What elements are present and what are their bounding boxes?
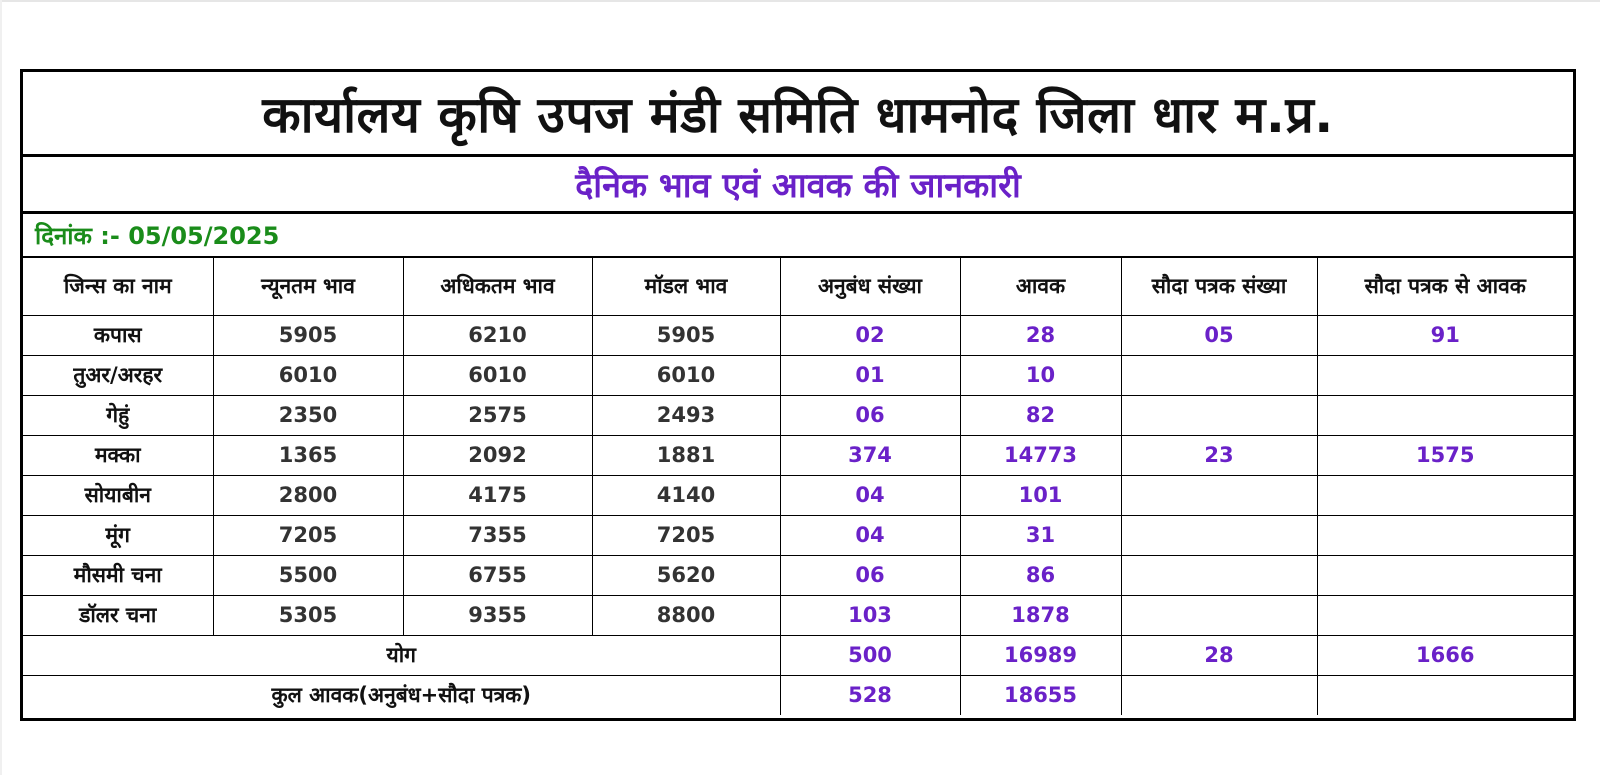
min-price: 6010 <box>213 355 403 395</box>
header-min-price: न्यूनतम भाव <box>213 258 403 315</box>
model-price: 1881 <box>592 435 780 475</box>
total-label: योग <box>23 635 780 675</box>
contract-count: 103 <box>780 595 960 635</box>
model-price: 5905 <box>592 315 780 355</box>
arrival: 1878 <box>960 595 1121 635</box>
max-price: 7355 <box>403 515 592 555</box>
max-price: 6210 <box>403 315 592 355</box>
arrival: 10 <box>960 355 1121 395</box>
arrival: 82 <box>960 395 1121 435</box>
deal-arrival <box>1317 555 1573 595</box>
deal-arrival <box>1317 595 1573 635</box>
min-price: 2800 <box>213 475 403 515</box>
arrival: 14773 <box>960 435 1121 475</box>
max-price: 6755 <box>403 555 592 595</box>
min-price: 1365 <box>213 435 403 475</box>
header-commodity: जिन्स का नाम <box>23 258 213 315</box>
deal-count <box>1121 355 1317 395</box>
contract-count: 01 <box>780 355 960 395</box>
deal-arrival <box>1317 515 1573 555</box>
contract-count: 02 <box>780 315 960 355</box>
grand-total-empty-1 <box>1121 675 1317 715</box>
min-price: 5905 <box>213 315 403 355</box>
commodity-name: मक्का <box>23 435 213 475</box>
min-price: 7205 <box>213 515 403 555</box>
commodity-name: मूंग <box>23 515 213 555</box>
deal-count <box>1121 395 1317 435</box>
header-contract-count: अनुबंध संख्या <box>780 258 960 315</box>
total-row <box>23 635 1573 675</box>
table-row <box>23 355 1573 395</box>
left-edge-line <box>0 0 2 775</box>
commodity-name: तुअर/अरहर <box>23 355 213 395</box>
table-row <box>23 515 1573 555</box>
total-contracts: 500 <box>780 635 960 675</box>
model-price: 4140 <box>592 475 780 515</box>
contract-count: 06 <box>780 555 960 595</box>
model-price: 5620 <box>592 555 780 595</box>
model-price: 6010 <box>592 355 780 395</box>
header-model-price: मॉडल भाव <box>592 258 780 315</box>
deal-arrival <box>1317 475 1573 515</box>
rates-table <box>23 258 1573 715</box>
contract-count: 06 <box>780 395 960 435</box>
arrival: 86 <box>960 555 1121 595</box>
arrival: 101 <box>960 475 1121 515</box>
arrival: 28 <box>960 315 1121 355</box>
table-row <box>23 595 1573 635</box>
commodity-name: कपास <box>23 315 213 355</box>
table-row <box>23 435 1573 475</box>
deal-count: 05 <box>1121 315 1317 355</box>
commodity-name: मौसमी चना <box>23 555 213 595</box>
deal-count <box>1121 475 1317 515</box>
deal-arrival <box>1317 355 1573 395</box>
min-price: 5500 <box>213 555 403 595</box>
header-row <box>23 258 1573 315</box>
deal-arrival: 91 <box>1317 315 1573 355</box>
office-title: कार्यालय कृषि उपज मंडी समिति धामनोद जिला धार म.प्र. <box>23 72 1573 157</box>
model-price: 8800 <box>592 595 780 635</box>
min-price: 2350 <box>213 395 403 435</box>
deal-count <box>1121 555 1317 595</box>
commodity-name: डॉलर चना <box>23 595 213 635</box>
grand-total-row <box>23 675 1573 715</box>
total-deal-count: 28 <box>1121 635 1317 675</box>
contract-count: 04 <box>780 515 960 555</box>
commodity-name: गेहुं <box>23 395 213 435</box>
deal-count <box>1121 515 1317 555</box>
contract-count: 04 <box>780 475 960 515</box>
header-arrival: आवक <box>960 258 1121 315</box>
model-price: 2493 <box>592 395 780 435</box>
min-price: 5305 <box>213 595 403 635</box>
contract-count: 374 <box>780 435 960 475</box>
table-row <box>23 555 1573 595</box>
max-price: 4175 <box>403 475 592 515</box>
deal-arrival <box>1317 395 1573 435</box>
grand-total-label: कुल आवक(अनुबंध+सौदा पत्रक) <box>23 675 780 715</box>
commodity-name: सोयाबीन <box>23 475 213 515</box>
max-price: 6010 <box>403 355 592 395</box>
deal-count: 23 <box>1121 435 1317 475</box>
model-price: 7205 <box>592 515 780 555</box>
report-date: दिनांक :- 05/05/2025 <box>23 214 1573 258</box>
deal-arrival: 1575 <box>1317 435 1573 475</box>
deal-count <box>1121 595 1317 635</box>
top-border-line <box>0 0 1600 2</box>
grand-total-empty-2 <box>1317 675 1573 715</box>
table-row <box>23 475 1573 515</box>
max-price: 2092 <box>403 435 592 475</box>
grand-total-contracts: 528 <box>780 675 960 715</box>
max-price: 2575 <box>403 395 592 435</box>
rate-sheet <box>20 69 1576 721</box>
header-max-price: अधिकतम भाव <box>403 258 592 315</box>
table-row <box>23 315 1573 355</box>
table-row <box>23 395 1573 435</box>
total-arrival: 16989 <box>960 635 1121 675</box>
report-subtitle: दैनिक भाव एवं आवक की जानकारी <box>23 157 1573 214</box>
grand-total-arrival: 18655 <box>960 675 1121 715</box>
arrival: 31 <box>960 515 1121 555</box>
header-deal-count: सौदा पत्रक संख्या <box>1121 258 1317 315</box>
max-price: 9355 <box>403 595 592 635</box>
header-deal-arrival: सौदा पत्रक से आवक <box>1317 258 1573 315</box>
total-deal-arrival: 1666 <box>1317 635 1573 675</box>
